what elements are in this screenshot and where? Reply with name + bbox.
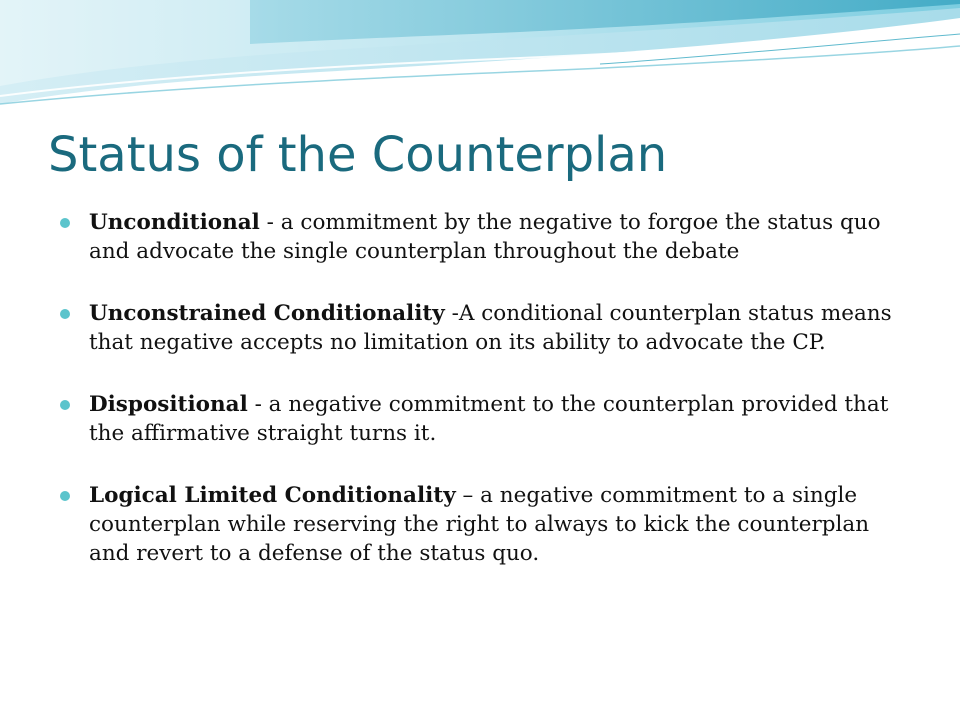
bullet-text: - a negative commitment to the counterplan provided that the affirmative straight turns it. [89, 392, 889, 446]
bullet-marker-icon [60, 400, 70, 410]
bullet-term: Dispositional [89, 392, 248, 417]
bullet-marker-icon [60, 491, 70, 501]
bullet-marker-icon [60, 309, 70, 319]
bullet-logical-limited-conditionality [60, 481, 910, 568]
header-wave-decoration [0, 0, 960, 120]
bullet-term: Unconditional [89, 210, 260, 235]
bullet-unconditional [60, 208, 910, 266]
bullet-list [60, 208, 910, 568]
slide-title: Status of the Counterplan [48, 127, 668, 183]
bullet-text: – a negative commitment to a single counterplan while reserving the right to always to kick the counterplan and revert to a defense of the status quo. [89, 483, 870, 566]
bullet-unconstrained-conditionality [60, 299, 910, 357]
bullet-term: Logical Limited Conditionality [89, 483, 456, 508]
bullet-marker-icon [60, 218, 70, 228]
bullet-text: -A conditional counterplan status means that negative accepts no limitation on its ability to advocate the CP. [89, 301, 892, 355]
bullet-term: Unconstrained Conditionality [89, 301, 445, 326]
bullet-text: - a commitment by the negative to forgoe the status quo and advocate the single counterplan throughout the debate [89, 210, 881, 264]
bullet-dispositional [60, 390, 910, 448]
